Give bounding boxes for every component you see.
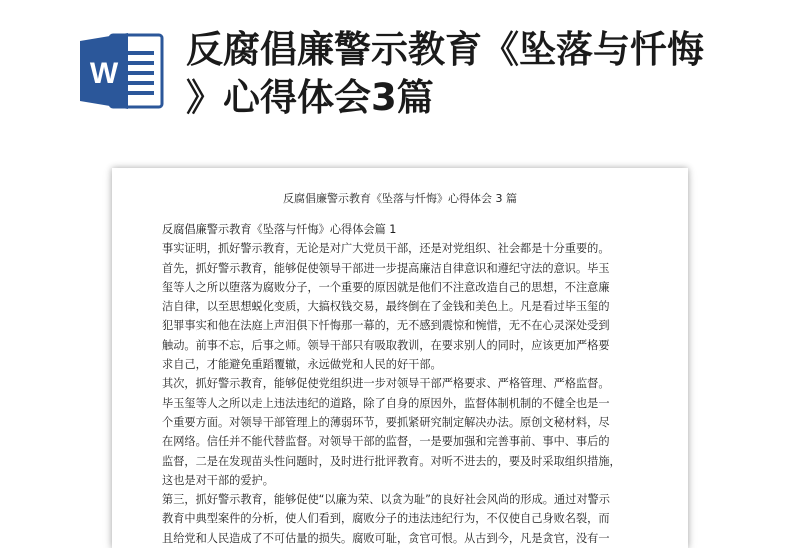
- paragraph-line: 其次，抓好警示教育，能够促使党组织进一步对领导干部严格要求、严格管理、严格监督。: [162, 377, 610, 391]
- paragraph-line: 洁自律，以至思想蜕化变质，大搞权钱交易，最终倒在了金钱和美色上。凡是看过毕玉玺的: [162, 300, 610, 314]
- paragraph-line: 教育中典型案件的分析，使人们看到，腐败分子的违法违纪行为，不仅使自己身败名裂，而: [162, 512, 610, 526]
- paragraph-line: 求自己，才能避免重蹈覆辙，永远做党和人民的好干部。: [162, 358, 442, 372]
- paragraph-line: 个重要方面。对领导干部管理上的薄弱环节，要抓紧研究制定解决办法。原创文秘材料，尽: [162, 415, 610, 429]
- document-title: 反腐倡廉警示教育《坠落与忏悔》心得体会 3 篇: [283, 192, 517, 205]
- paragraph-line: 首先，抓好警示教育，能够促使领导干部进一步提高廉洁自律意识和遵纪守法的意识。毕玉: [162, 261, 610, 275]
- paragraph-line: 毕玉玺等人之所以走上违法违纪的道路，除了自身的原因外，监督体制机制的不健全也是一: [162, 396, 610, 410]
- paragraph-line: 监督，二是在发现苗头性问题时，及时进行批评教育。对听不进去的，要及时采取组织措施，: [162, 454, 621, 468]
- paragraph-line: 玺等人之所以堕落为腐败分子，一个重要的原因就是他们不注意改造自己的思想，不注意廉: [162, 280, 610, 294]
- page-title: [186, 26, 776, 122]
- paragraph-line: 第三，抓好警示教育，能够促使“以廉为荣、以贪为耻”的良好社会风尚的形成。通过对警示: [162, 493, 610, 507]
- paragraph-line: 触动。前事不忘，后事之师。领导干部只有吸取教训，在要求别人的同时，应该更加严格要: [162, 338, 610, 352]
- document-body: [162, 220, 642, 548]
- document-page: [112, 168, 688, 548]
- paragraph-line: 在网络。信任并不能代替监督。对领导干部的监督，一是要加强和完善事前、事中、事后的: [162, 435, 610, 449]
- paragraph-line: 事实证明，抓好警示教育，无论是对广大党员干部，还是对党组织、社会都是十分重要的。: [162, 242, 610, 256]
- page-title-line-1: 反腐倡廉警示教育《坠落与忏悔: [186, 28, 704, 71]
- paragraph-line: 犯罪事实和他在法庭上声泪俱下忏悔那一幕的，无不感到震惊和惋惜，无不在心灵深处受到: [162, 319, 610, 333]
- word-document-icon: [76, 31, 166, 111]
- paragraph-line: 这也是对干部的爱护。: [162, 473, 274, 487]
- paragraph-line: 且给党和人民造成了不可估量的损失。腐败可耻，贪官可恨。从古到今，凡是贪官，没有一: [162, 531, 610, 545]
- page-title-line-2: 》心得体会3篇: [186, 76, 434, 119]
- paragraph-line: 反腐倡廉警示教育《坠落与忏悔》心得体会篇 1: [162, 223, 397, 236]
- word-icon-letter: W: [89, 57, 119, 90]
